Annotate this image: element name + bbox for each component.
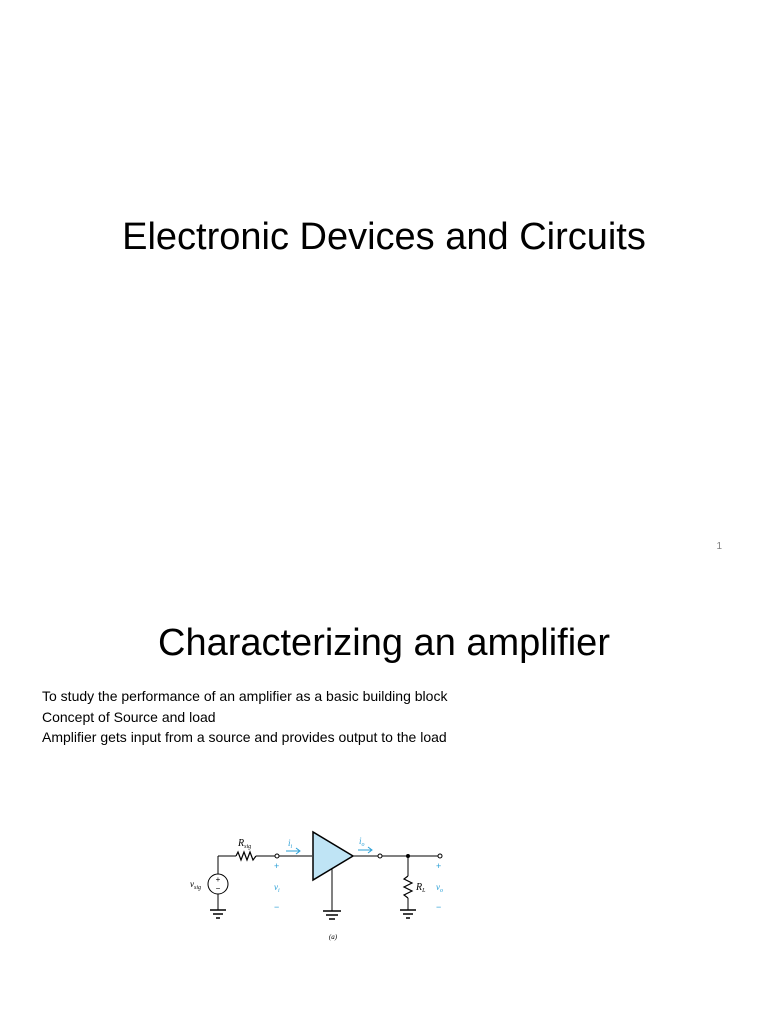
resistor-icon bbox=[236, 852, 256, 860]
ground-icon bbox=[210, 910, 226, 918]
bullet-item: Amplifier gets input from a source and provides output to the load bbox=[42, 729, 447, 745]
output-current-arrow-icon bbox=[358, 847, 372, 853]
slide-1-title: Electronic Devices and Circuits bbox=[122, 216, 646, 258]
load-resistor-icon bbox=[404, 876, 412, 898]
input-plus-sign: + bbox=[274, 861, 280, 871]
amplifier-circuit-diagram bbox=[186, 826, 456, 944]
figure-caption: (a) bbox=[328, 933, 338, 941]
bullet-list bbox=[42, 686, 512, 748]
slide-2-title: Characterizing an amplifier bbox=[158, 622, 610, 664]
bullet-item: Concept of Source and load bbox=[42, 708, 216, 725]
output-terminal bbox=[378, 854, 382, 858]
input-current-arrow-icon bbox=[286, 848, 300, 854]
output-current-label: $i_o$ bbox=[359, 836, 365, 848]
load-label: $R_L$ bbox=[416, 882, 426, 894]
input-minus-sign: − bbox=[274, 902, 280, 912]
input-terminal bbox=[275, 854, 279, 858]
bullet-item: To study the performance of an amplifier as a basic building block bbox=[42, 688, 448, 704]
input-current-label: $i_i$ bbox=[288, 838, 293, 850]
ground-icon bbox=[400, 910, 416, 918]
amplifier-triangle-icon bbox=[313, 832, 353, 880]
source-minus-sign: − bbox=[215, 884, 221, 893]
source-label: $v_{sig}$ bbox=[190, 879, 202, 891]
input-voltage-label: $v_i$ bbox=[274, 882, 280, 894]
resistor-label: $R_{sig}$ bbox=[238, 838, 252, 850]
output-voltage-label: $v_o$ bbox=[436, 882, 443, 894]
output-end-terminal bbox=[438, 854, 442, 858]
output-plus-sign: + bbox=[436, 861, 442, 871]
page-number: 1 bbox=[716, 541, 722, 552]
source-plus-sign: + bbox=[215, 875, 221, 884]
output-minus-sign: − bbox=[436, 902, 442, 912]
ground-icon bbox=[323, 911, 341, 919]
